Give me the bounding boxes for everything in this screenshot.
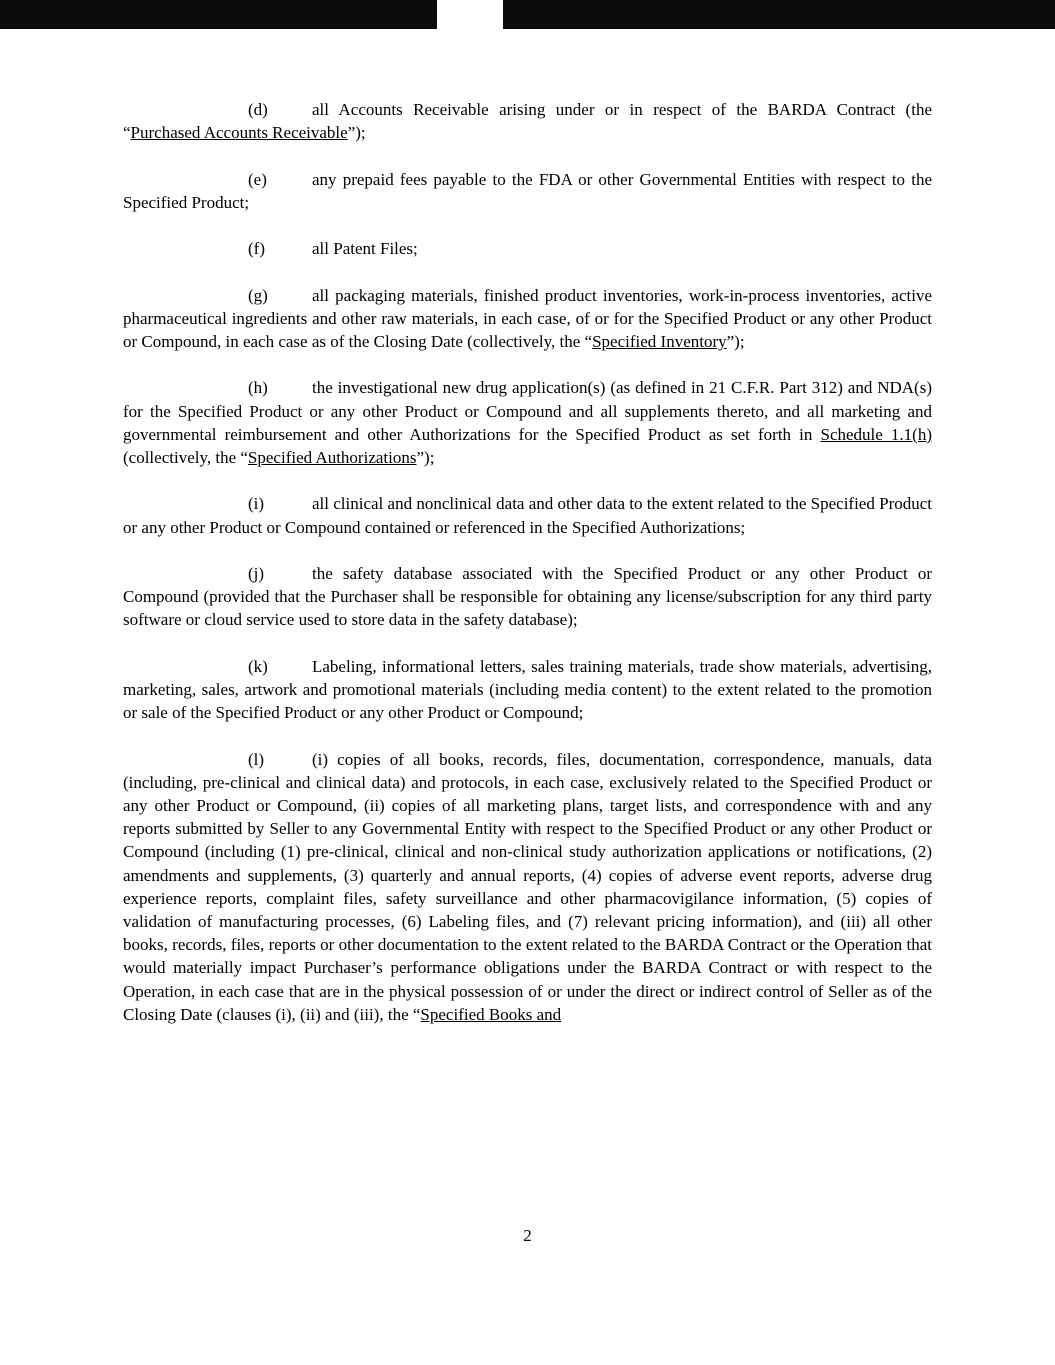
clause-label: (l) (248, 749, 265, 769)
clause-text: ”); (347, 123, 366, 143)
clause-text: (i) copies of all books, records, files, documentation, correspondence, manuals, data (including, pre-clinical and clinical data) and protocols, in each case, exclusively related to the Specified Product or any other Product or Compound, (ii) copies of all marketing plans, target lists, and correspondence with and any reports submitted by Seller to any Governmental Entity with respect to the Specified Product or any other Product or Compound (including (1) pre-clinical, clinical and non-clinical study authorization applications or notifications, (2) amendments and supplements, (3) quarterly and annual reports, (4) copies of adverse event reports, adverse drug experience reports, complaint files, safety surveillance and other pharmacovigilance information, (5) copies of validation of manufacturing processes, (6) Labeling files, and (7) relevant pricing information), and (iii) all other books, records, files, reports or other documentation to the extent related to the BARDA Contract or the Operation that would materially impact Purchaser’s performance obligations under the BARDA Contract or with respect to the Operation, in each case that are in the physical possession of or under the direct or indirect control of Seller as of the Closing Date (clauses (i), (ii) and (iii), the “ (123, 749, 932, 1024)
clause-text: ”); (416, 447, 435, 467)
clause-paragraph (123, 284, 932, 354)
clause-paragraph (123, 655, 932, 725)
clause-text: (collectively, the “ (123, 447, 248, 467)
clause-label: (g) (248, 285, 268, 305)
clause-paragraph (123, 492, 932, 538)
clause-text: Labeling, informational letters, sales training materials, trade show materials, advertising, marketing, sales, artwork and promotional materials (including media content) to the extent related to the promotion or sale of the Specified Product or any other Product or Compound; (123, 656, 932, 723)
clause-label: (k) (248, 656, 268, 676)
scan-artifact-bar-right (503, 0, 1055, 29)
clause-text: the safety database associated with the Specified Product or any other Product or Compound (provided that the Purchaser shall be responsible for obtaining any license/subscription for any third party software or cloud service used to store data in the safety database); (123, 563, 932, 630)
clause-paragraph (123, 376, 932, 469)
clause-paragraph (123, 168, 932, 214)
page-number: 2 (523, 1226, 532, 1245)
clause-label: (d) (248, 100, 268, 119)
clause-label: (f) (248, 239, 265, 259)
defined-term-underlined: Specified Books and (420, 1004, 562, 1024)
defined-term-underlined: Schedule 1.1(h) (820, 424, 933, 444)
clause-text: any prepaid fees payable to the FDA or other Governmental Entities with respect to the Specified Product; (123, 169, 932, 212)
clause-label: (h) (248, 378, 268, 398)
clause-text: all packaging materials, finished product inventories, work-in-process inventories, active pharmaceutical ingredients and other raw materials, in each case, of or for the Specified Product or any other Product or Compound, in each case as of the Closing Date (collectively, the “ (123, 285, 932, 351)
clause-text: all Patent Files; (312, 239, 418, 259)
defined-term-underlined: Purchased Accounts Receivable (130, 123, 348, 143)
clause-text: all clinical and nonclinical data and other data to the extent related to the Specified Product or any other Product or Compound contained or referenced in the Specified Authorizations; (123, 494, 932, 537)
clauses (123, 98, 932, 1026)
clause-text: ”); (726, 331, 745, 351)
clause-label: (j) (248, 563, 265, 583)
defined-term-underlined: Specified Authorizations (247, 447, 417, 467)
clause-paragraph (123, 98, 932, 144)
clause-text: all Accounts Receivable arising under or in respect of the BARDA Contract (the “ (123, 100, 932, 143)
clause-paragraph (123, 748, 932, 1026)
defined-term-underlined: Specified Inventory (592, 331, 727, 351)
clause-paragraph (123, 562, 932, 632)
clause-paragraph (123, 237, 932, 260)
clause-label: (i) (248, 494, 265, 514)
clause-text: the investigational new drug application(s) (as defined in 21 C.F.R. Part 312) and NDA(s) for the Specified Product or any other Product or Compound and all supplements thereto, and all marketing and governmental reimbursement and other Authorizations for the Specified Product as set forth in (123, 378, 932, 444)
document-page (123, 98, 932, 1049)
clause-label: (e) (248, 169, 267, 189)
scan-artifact-bar-left (0, 0, 437, 29)
